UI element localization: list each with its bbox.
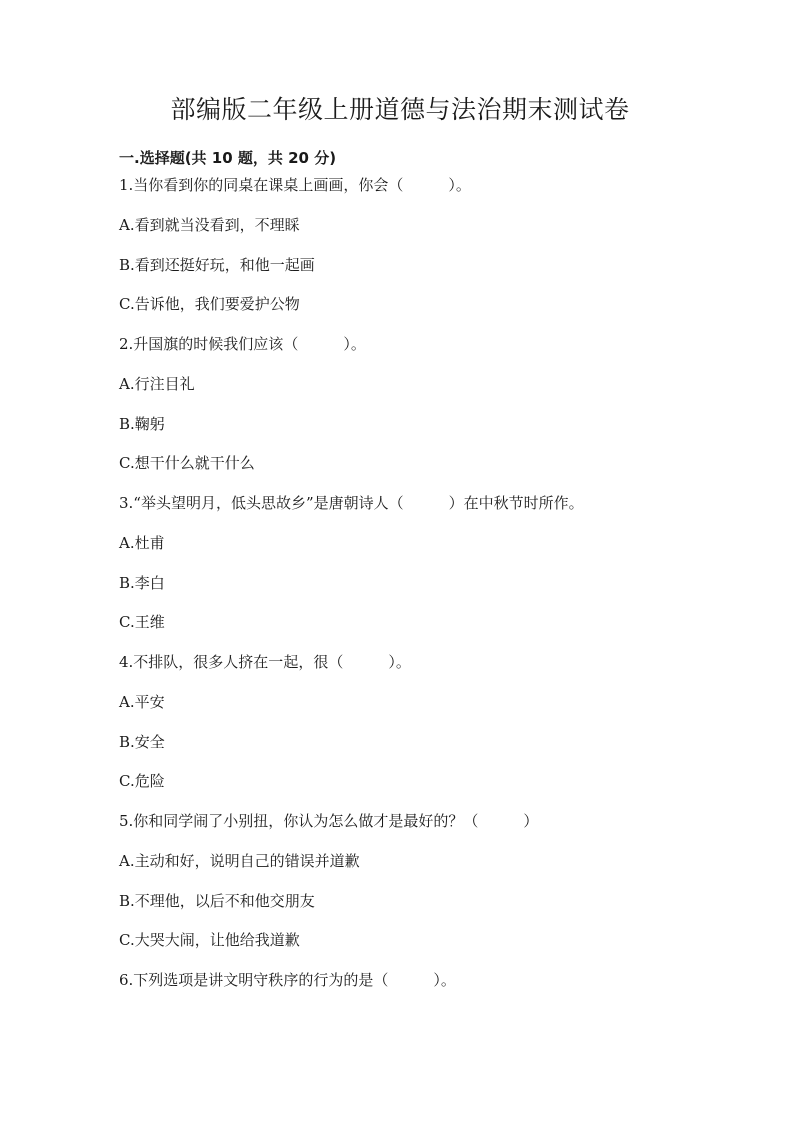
question-1 <box>119 158 739 198</box>
option-text: B.李白 <box>119 573 165 592</box>
question-3-option-c <box>119 595 739 635</box>
option-text: B.安全 <box>119 732 165 751</box>
question-2-option-b <box>119 397 739 437</box>
option-text: A.看到就当没看到，不理睬 <box>119 215 300 234</box>
option-text: C.王维 <box>119 613 165 632</box>
question-2-option-a <box>119 357 739 397</box>
option-text: B.不理他，以后不和他交朋友 <box>119 891 315 910</box>
question-4-option-a <box>119 675 739 715</box>
option-text: A.平安 <box>119 692 165 711</box>
question-4 <box>119 635 739 675</box>
option-text: A.主动和好，说明自己的错误并道歉 <box>119 851 360 870</box>
question-4-option-b <box>119 715 739 755</box>
option-text: A.行注目礼 <box>119 374 195 393</box>
question-text: 4.不排队，很多人挤在一起，很（ ）。 <box>119 653 411 671</box>
question-text: 5.你和同学闹了小别扭，你认为怎么做才是最好的？（ ） <box>119 812 539 830</box>
question-text: 6.下列选项是讲文明守秩序的行为的是（ ）。 <box>119 971 456 989</box>
option-text: A.杜甫 <box>119 533 165 552</box>
question-text: 3.“举头望明月，低头思故乡”是唐朝诗人（ ）在中秋节时所作。 <box>119 494 584 512</box>
question-5 <box>119 794 739 834</box>
question-5-option-c <box>119 913 739 953</box>
option-text: C.危险 <box>119 772 165 791</box>
option-text: C.想干什么就干什么 <box>119 454 255 473</box>
option-text: C.告诉他，我们要爱护公物 <box>119 295 300 314</box>
option-text: C.大哭大闹，让他给我道歉 <box>119 931 300 950</box>
question-text: 1.当你看到你的同桌在课桌上画画，你会（ ）。 <box>119 176 471 194</box>
question-3-option-b <box>119 556 739 596</box>
question-list <box>119 158 739 993</box>
question-4-option-c <box>119 754 739 794</box>
page-title: 部编版二年级上册道德与法治期末测试卷 <box>170 95 630 124</box>
question-text: 2.升国旗的时候我们应该（ ）。 <box>119 335 366 353</box>
question-1-option-a <box>119 198 739 238</box>
question-2-option-c <box>119 436 739 476</box>
question-5-option-b <box>119 874 739 914</box>
question-3-option-a <box>119 516 739 556</box>
option-text: B.看到还挺好玩，和他一起画 <box>119 255 315 274</box>
question-2 <box>119 317 739 357</box>
question-1-option-c <box>119 277 739 317</box>
option-text: B.鞠躬 <box>119 414 165 433</box>
section-heading: 一.选择题(共 10 题，共 20 分) <box>119 149 337 167</box>
question-1-option-b <box>119 238 739 278</box>
question-6 <box>119 953 739 993</box>
question-3 <box>119 476 739 516</box>
question-5-option-a <box>119 834 739 874</box>
